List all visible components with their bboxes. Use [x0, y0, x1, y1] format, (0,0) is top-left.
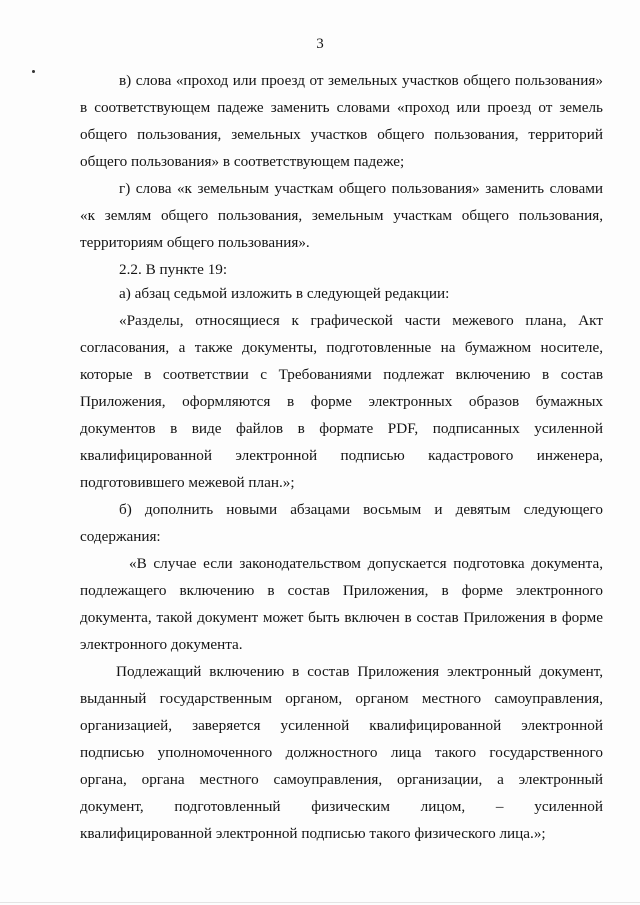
scan-speck	[32, 70, 35, 73]
text-line: общего пользования, земельных участков общего пользования, территорий	[80, 126, 603, 143]
text-line: б) дополнить новыми абзацами восьмым и девятым следующего	[119, 501, 603, 518]
text-line: в) слова «проход или проезд от земельных участков общего пользования»	[119, 72, 603, 89]
text-line: «к землям общего пользования, земельным участкам общего пользования,	[80, 207, 603, 224]
text-line: документ, подготовленный физическим лицом, – усиленной	[80, 798, 603, 815]
text-line: согласования, а также документы, подготовленные на бумажном носителе,	[80, 339, 603, 356]
text-line: подписью уполномоченного должностного лица такого государственного	[80, 744, 603, 761]
text-line: подготовившего межевой план.»;	[80, 474, 295, 491]
text-line: документа, такой документ может быть включен в состав Приложения в форме	[80, 609, 603, 626]
text-line: Приложения, оформляются в форме электронных образов бумажных	[80, 393, 603, 410]
scan-edge	[0, 902, 640, 903]
text-line: квалифицированной электронной подписью такого физического лица.»;	[80, 825, 546, 842]
text-line: «Разделы, относящиеся к графической части межевого плана, Акт	[119, 312, 603, 329]
text-line: содержания:	[80, 528, 161, 545]
text-line: выданный государственным органом, органом местного самоуправления,	[80, 690, 603, 707]
text-line: в соответствующем падеже заменить словами «проход или проезд от земель	[80, 99, 603, 116]
text-line: документов в виде файлов в формате PDF, подписанных усиленной	[80, 420, 603, 437]
text-line: г) слова «к земельным участкам общего пользования» заменить словами	[119, 180, 603, 197]
text-line: подлежащего включению в состав Приложения, в форме электронного	[80, 582, 603, 599]
text-line: организацией, заверяется усиленной квалифицированной электронной	[80, 717, 603, 734]
text-line: а) абзац седьмой изложить в следующей редакции:	[119, 285, 450, 302]
text-line: территориям общего пользования».	[80, 234, 310, 251]
text-line: электронного документа.	[80, 636, 243, 653]
text-line: квалифицированной электронной подписью кадастрового инженера,	[80, 447, 603, 464]
section-heading: 2.2. В пункте 19:	[119, 261, 228, 278]
text-line: которые в соответствии с Требованиями подлежат включению в состав	[80, 366, 603, 383]
text-line: общего пользования» в соответствующем падеже;	[80, 153, 405, 170]
text-line: органа, органа местного самоуправления, организации, а электронный	[80, 771, 603, 788]
page-number: 3	[316, 36, 324, 52]
text-line: Подлежащий включению в состав Приложения электронный документ,	[116, 663, 603, 680]
text-line: «В случае если законодательством допускается подготовка документа,	[129, 555, 603, 572]
